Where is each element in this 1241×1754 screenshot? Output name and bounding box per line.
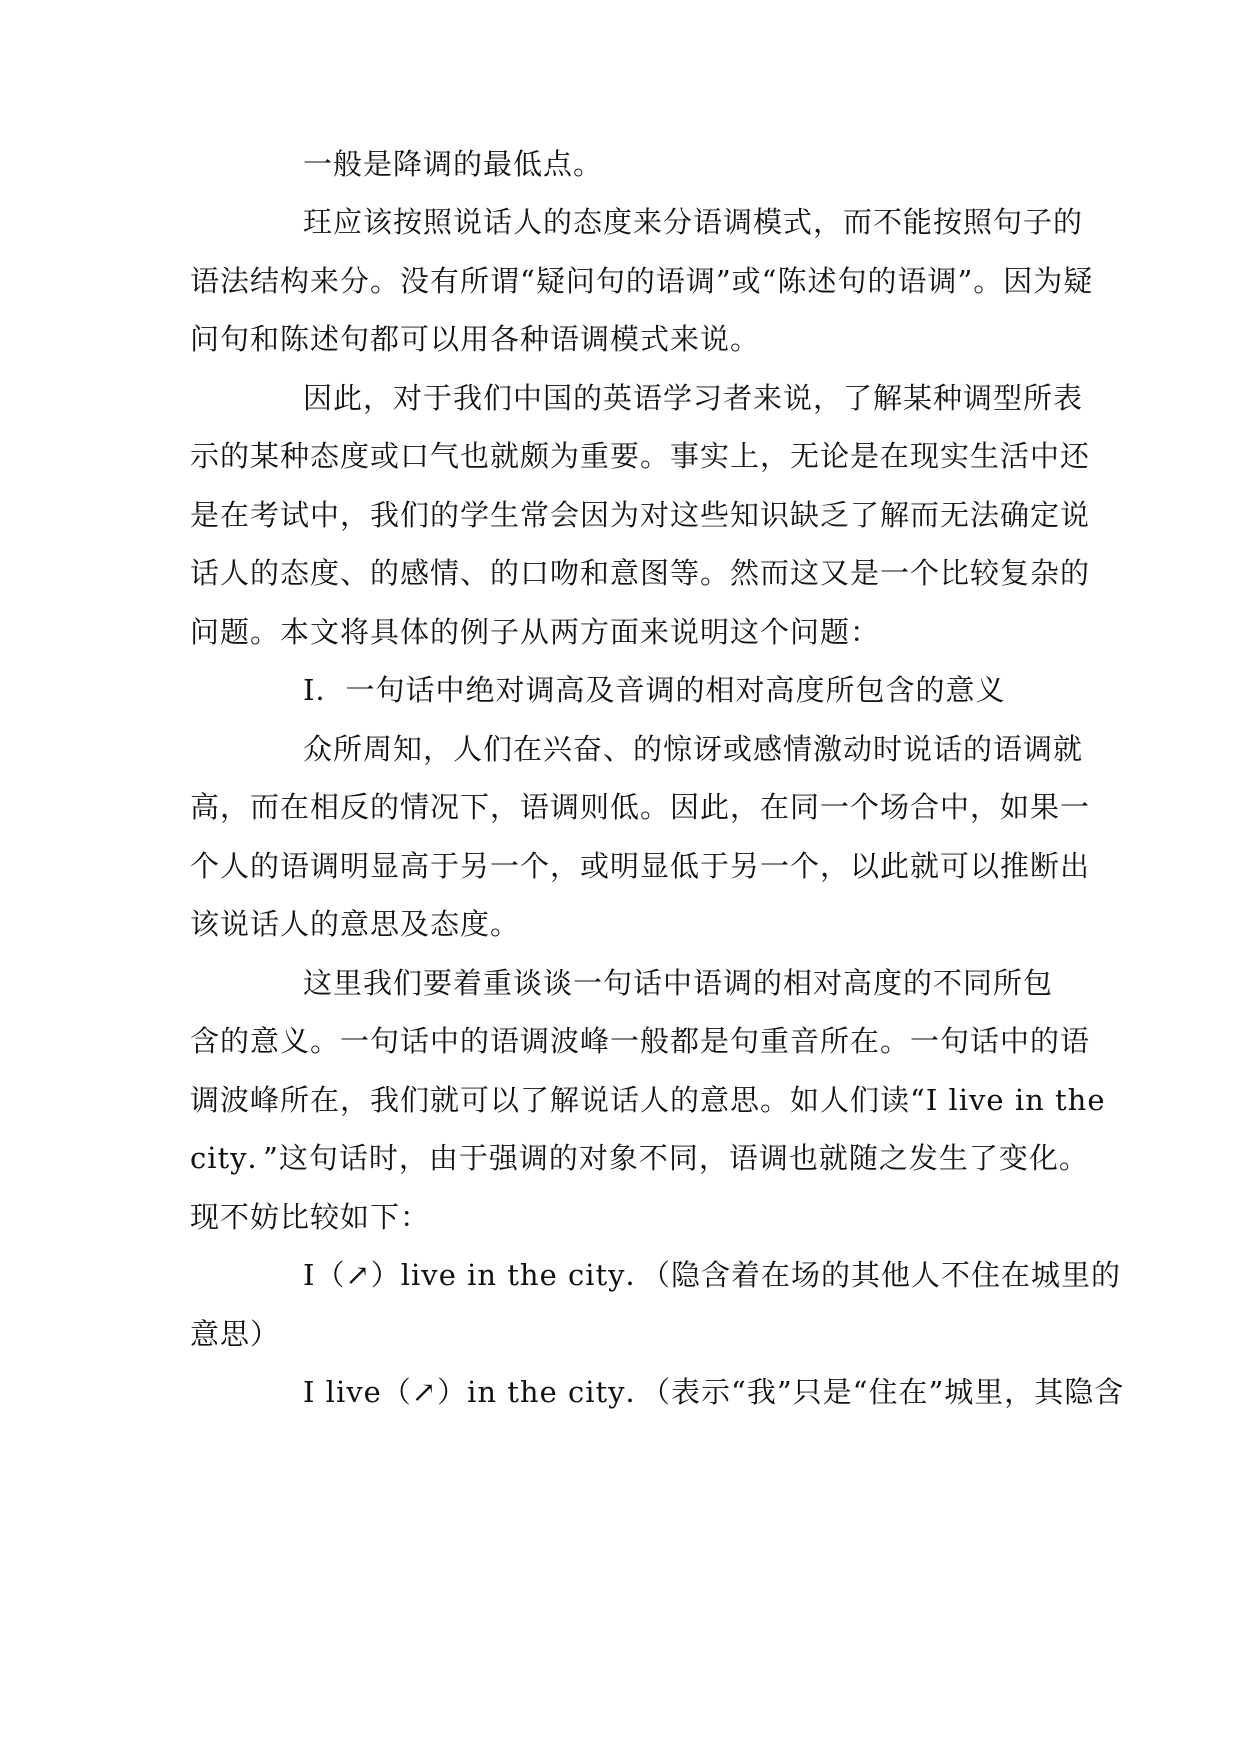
text-line: 个人的语调明显高于另一个，或明显低于另一个，以此就可以推断出 <box>190 849 1091 883</box>
text-line: 该说话人的意思及态度。 <box>190 907 521 941</box>
text-line: 问句和陈述句都可以用各种语调模式来说。 <box>190 322 761 356</box>
text-line: 含的意义。一句话中的语调波峰一般都是句重音所在。一句话中的语 <box>190 1024 1091 1058</box>
text-line: 因此，对于我们中国的英语学习者来说，了解某种调型所表 <box>303 381 1084 415</box>
text-line: 高，而在相反的情况下，语调则低。因此，在同一个场合中，如果一 <box>190 790 1091 824</box>
example-line: I（↗）live in the city．（隐含着在场的其他人不住在城里的 <box>303 1258 1122 1292</box>
text-line: 调波峰所在，我们就可以了解说话人的意思。如人们读“I live in the <box>190 1083 1106 1117</box>
text-line: 是在考试中，我们的学生常会因为对这些知识缺乏了解而无法确定说 <box>190 498 1091 532</box>
example-line: 意思） <box>190 1317 281 1351</box>
text-line: 一般是降调的最低点。 <box>303 147 604 181</box>
text-line: 语法结构来分。没有所谓“疑问句的语调”或“陈述句的语调”。因为疑 <box>190 264 1094 298</box>
text-line: city．”这句话时，由于强调的对象不同，语调也就随之发生了变化。 <box>190 1141 1089 1175</box>
section-title: I．一句话中绝对调高及音调的相对高度所包含的意义 <box>303 673 1006 707</box>
text-line: 众所周知，人们在兴奋、的惊讶或感情激动时说话的语调就 <box>303 732 1084 766</box>
text-line: 现不妨比较如下： <box>190 1200 431 1234</box>
text-line: 这里我们要着重谈谈一句话中语调的相对高度的不同所包 <box>303 966 1054 1000</box>
text-line: 问题。本文将具体的例子从两方面来说明这个问题： <box>190 615 881 649</box>
text-line: 话人的态度、的感情、的口吻和意图等。然而这又是一个比较复杂的 <box>190 556 1091 590</box>
text-line: 示的某种态度或口气也就颇为重要。事实上，无论是在现实生活中还 <box>190 439 1091 473</box>
example-line: I live（↗）in the city．（表示“我”只是“住在”城里，其隐含 <box>303 1375 1125 1409</box>
text-line: 玨应该按照说话人的态度来分语调模式，而不能按照句子的 <box>303 205 1084 239</box>
